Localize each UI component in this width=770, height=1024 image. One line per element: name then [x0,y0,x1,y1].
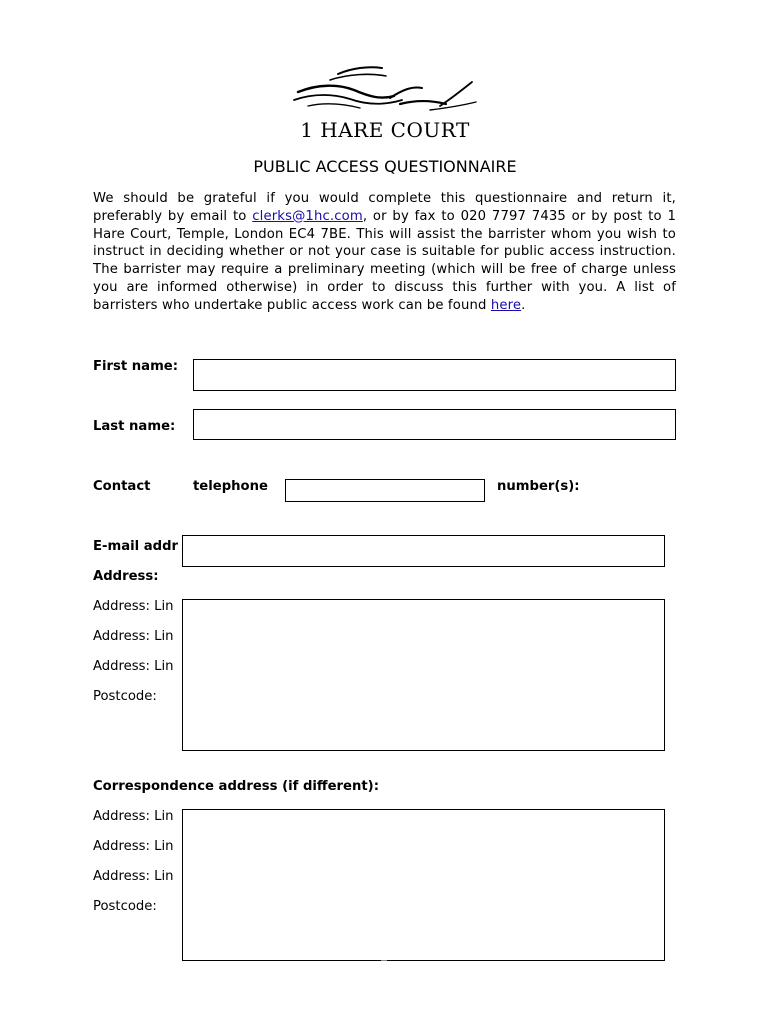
address-textarea[interactable] [182,599,665,751]
intro-text-2: , or by fax to 020 7797 7435 or by post to 1 Hare Court, Temple, London EC4 7BE. This will assist the barrister whom you wish to instruct in deciding whether or not your case is suitable for public access instruction. The barrister may require a preliminary meeting (which will be free of charge unless you are informed otherwise) in order to discuss this further with you. A list of barristers who undertake public access work can be found [93,208,676,313]
corr-address-line1-label: Address: Lin [93,809,174,824]
swan-logo-icon [290,60,480,120]
email-label: E-mail addr [93,539,179,554]
intro-text-1: We should be grateful if you would complete this questionnaire and return it, preferably by email to [93,191,676,224]
correspondence-address-label: Correspondence address (if different): [93,779,379,794]
contact-label-word2: telephone [193,479,268,494]
firm-logo-text: 1 HARE COURT [300,118,470,142]
address-line1-label: Address: Lin [93,599,174,614]
intro-paragraph [93,190,676,315]
correspondence-address-textarea[interactable] [182,809,665,961]
address-line3-label: Address: Lin [93,659,174,674]
last-name-label: Last name: [93,419,176,434]
contact-label-word3: number(s): [497,479,580,494]
corr-address-line2-label: Address: Lin [93,839,174,854]
postcode-label: Postcode: [93,689,157,704]
page-title: PUBLIC ACCESS QUESTIONNAIRE [253,157,517,176]
corr-address-line3-label: Address: Lin [93,869,174,884]
address-label: Address: [93,569,159,584]
last-name-input[interactable] [193,409,676,440]
contact-label-word1: Contact [93,479,151,494]
corr-postcode-label: Postcode: [93,899,157,914]
barristers-list-link[interactable]: here [490,297,522,313]
first-name-input[interactable] [193,359,676,391]
first-name-label: First name: [93,359,179,374]
email-link[interactable]: clerks@1hc.com [252,208,363,224]
address-line2-label: Address: Lin [93,629,174,644]
divider-mark [381,960,387,961]
intro-text-3: . [521,297,526,313]
phone-input[interactable] [285,479,485,502]
email-input[interactable] [182,535,665,567]
firm-logo [290,60,480,140]
